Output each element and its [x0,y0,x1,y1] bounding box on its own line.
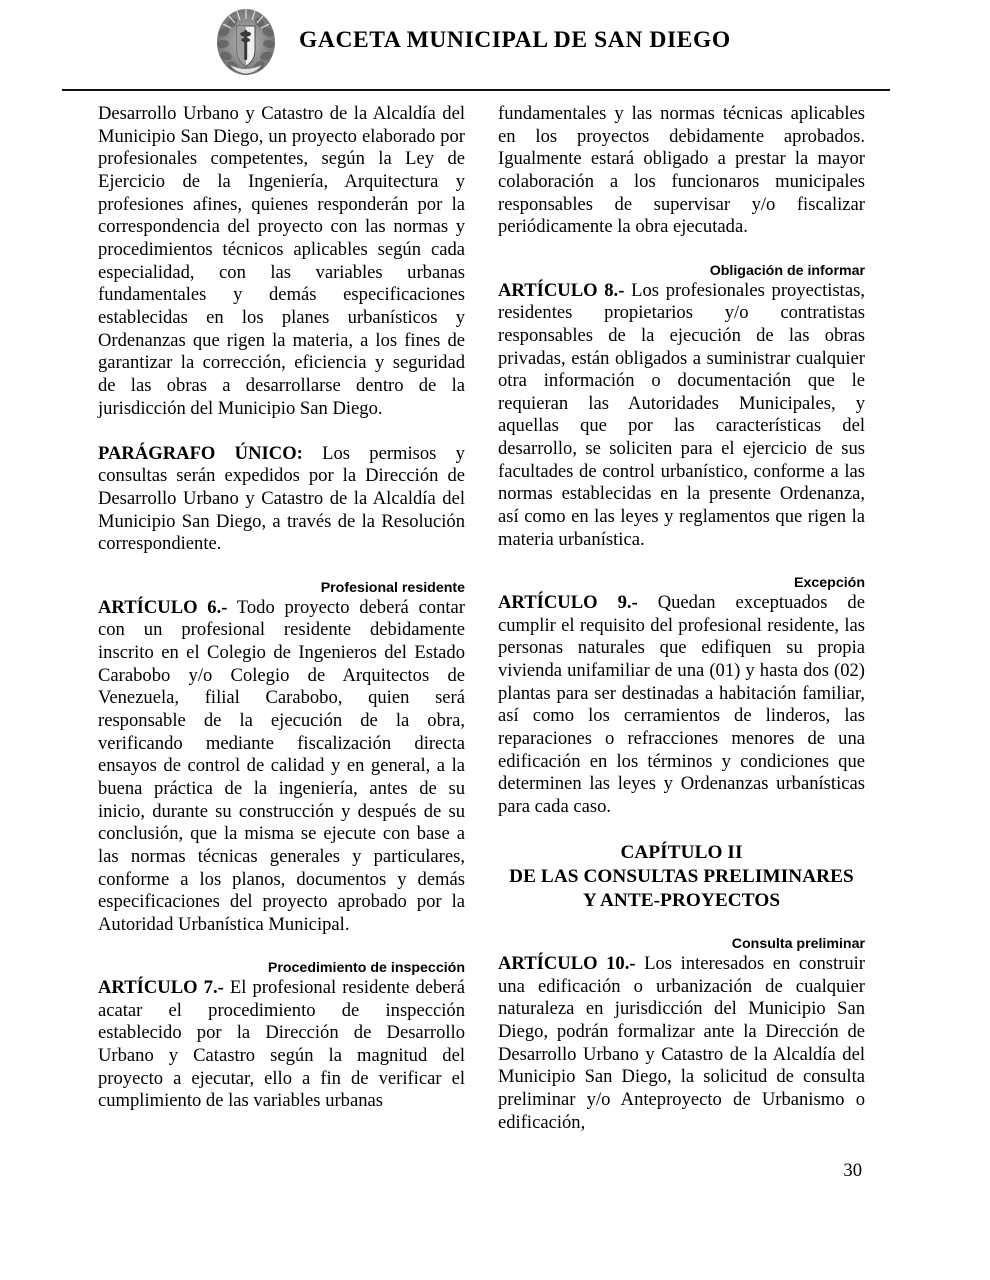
article-7-text: El profesional residente deberá acatar el procedimiento de inspección establecido por la Dirección de Desarrollo Urbano y Catastro según la magnitud del proyecto a ejecutar, ello a fin de verificar el cumplimiento de las variables urbanas [98,977,465,1112]
right-column [498,103,865,1134]
page-title: GACETA MUNICIPAL DE SAN DIEGO [299,27,731,54]
spacer [98,556,465,579]
spacer [98,937,465,960]
body-columns [0,103,990,1134]
article-6-label: ARTÍCULO 6.- [98,596,228,618]
paragrafo-unico-label: PARÁGRAFO ÚNICO: [98,442,303,464]
spacer [498,239,865,262]
left-column [98,103,465,1134]
paragraph-continuation-right: fundamentales y las normas técnicas aplicables en los proyectos debidamente aprobados. Igualmente estará obligado a prestar la mayor colaboración a los funcionaros municipales responsables de supervisar y/o fiscalizar periódicamente la obra ejecutada. [498,103,865,238]
article-7-paragraph [98,977,465,1113]
article-9-paragraph [498,592,865,819]
coat-of-arms-icon [215,6,277,76]
masthead [0,0,990,82]
spacer [498,913,865,936]
paragrafo-unico-paragraph [98,443,465,556]
paragraph-continuation: Desarrollo Urbano y Catastro de la Alcaldía del Municipio San Diego, un proyecto elaborado por profesionales competentes, según la Ley de Ejercicio de la Ingeniería, Arquitectura y profesiones afines, quienes responderán por la correspondencia del proyecto con las normas y procedimientos técnicos aplicables según cada especialidad, con las variables urbanas fundamentales y demás especificaciones establecidas en los planes urbanísticos y Ordenanzas que rigen la materia, a los fines de garantizar la corrección, eficiencia y seguridad de las obras a desarrollarse dentro de la jurisdicción del Municipio San Diego. [98,103,465,419]
header-divider [62,89,890,91]
article-6-paragraph [98,597,465,937]
article-9-text: Quedan exceptuados de cumplir el requisito del profesional residente, las personas naturales que edifiquen su propia vivienda unifamiliar de una (01) y hasta dos (02) plantas para ser destinadas a habitación familiar, así como los cerramientos de linderos, las reparaciones o refracciones menores de una edificación en los términos y condiciones que determinen las leyes y Ordenanzas urbanísticas para cada caso. [498,592,865,817]
spacer [498,551,865,574]
article-7-label: ARTÍCULO 7.- [98,977,224,999]
article-10-paragraph [498,953,865,1134]
article-9-label: ARTÍCULO 9.- [498,592,638,613]
chapter-number: CAPÍTULO II [620,842,743,864]
article-10-text: Los interesados en construir una edificación o urbanización de cualquier naturaleza en jurisdicción del Municipio San Diego, podrán formalizar ante la Dirección de Desarrollo Urbano y Catastro de la Alcaldía del Municipio San Diego, la solicitud de consulta preliminar y/o Anteproyecto de Urbanismo o edificación, [498,953,865,1133]
article-8-text: Los profesionales proyectistas, residentes propietarios y/o contratistas responsables de la ejecución de las obras privadas, están obligados a suministrar cualquier otra información o documentación que le requieran las Autoridades Municipales, y aquellas que por las características del desarrollo, se soliciten para el ejercicio de sus facultades de control urbanístico, conforme a las normas establecidas en la presente Ordenanza, así como en las leyes y reglamentos que rigen la materia urbanística. [498,279,865,550]
heading-excepcion: Excepción [794,575,865,591]
heading-obligacion-de-informar: Obligación de informar [709,262,865,279]
heading-profesional-residente: Profesional residente [320,579,465,596]
spacer [498,819,865,842]
page-number: 30 [843,1160,862,1181]
article-10-label: ARTÍCULO 10.- [498,953,636,975]
heading-consulta-preliminar: Consulta preliminar [731,936,865,953]
article-6-text: Todo proyecto deberá contar con un profesional residente debidamente inscrito en el Colegio de Ingenieros del Estado Carabobo y/o Colegio de Arquitectos de Venezuela, filial Carabobo, quien será responsable de la ejecución de la obra, verificando mediante fiscalización directa ensayos de control de calidad y en general, a la buena práctica de la ingeniería, antes de su inicio, durante su construcción y después de su conclusión, que la misma se ejecute con base a las normas técnicas generales y particulares, conforme a los planos, documentos y demás especificaciones del proyecto aprobado por la Autoridad Urbanística Municipal. [98,596,465,935]
article-8-paragraph [498,280,865,552]
chapter-title-line-2: Y ANTE-PROYECTOS [582,889,781,911]
paragrafo-unico-text: Los permisos y consultas serán expedidos por la Dirección de Desarrollo Urbano y Catastro de la Alcaldía del Municipio San Diego, a través de la Resolución correspondiente. [98,442,465,555]
article-8-label: ARTÍCULO 8.- [498,279,625,301]
heading-procedimiento-inspeccion: Procedimiento de inspección [267,960,465,977]
chapter-title-line-1: DE LAS CONSULTAS PRELIMINARES [509,865,854,887]
